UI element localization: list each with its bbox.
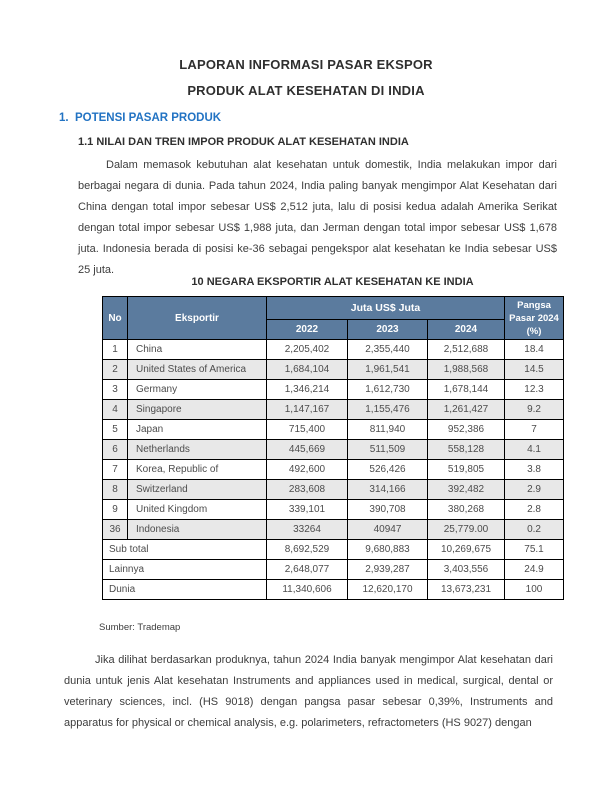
cell-2023: 1,612,730	[348, 380, 428, 400]
cell-2022: 1,346,214	[267, 380, 348, 400]
cell-2024: 519,805	[428, 460, 505, 480]
cell-2023: 2,355,440	[348, 340, 428, 360]
cell-no: 1	[103, 340, 128, 360]
cell-no: 36	[103, 520, 128, 540]
cell-2022: 715,400	[267, 420, 348, 440]
document-title-line2: PRODUK ALAT KESEHATAN DI INDIA	[187, 83, 425, 98]
cell-2024: 558,128	[428, 440, 505, 460]
cell-2022: 33264	[267, 520, 348, 540]
cell-2022: 1,147,167	[267, 400, 348, 420]
cell-2024: 13,673,231	[428, 580, 505, 600]
cell-exporter: Japan	[128, 420, 267, 440]
header-year-2023: 2023	[348, 320, 428, 340]
cell-share: 7	[505, 420, 564, 440]
header-market-share: Pangsa Pasar 2024 (%)	[505, 297, 564, 340]
table-row-others	[103, 560, 564, 580]
cell-label: Sub total	[103, 540, 267, 560]
table-row	[103, 380, 564, 400]
cell-share: 12.3	[505, 380, 564, 400]
cell-2022: 8,692,529	[267, 540, 348, 560]
table-source-note: Sumber: Trademap	[99, 622, 181, 633]
cell-2023: 811,940	[348, 420, 428, 440]
paragraph-import-overview: Dalam memasok kebutuhan alat kesehatan untuk domestik, India melakukan impor dari berbagai negara di dunia. Pada tahun 2024, India paling banyak mengimpor Alat Kesehatan dari China dengan total impor sebesar US$ 2,512 juta, lalu di posisi kedua adalah Amerika Serikat dengan total impor sebesar US$ 1,988 juta, dan Jerman dengan total impor sebesar US$ 1,678 juta. Indonesia berada di posisi ke-36 sebagai pengekspor alat kesehatan ke India sebesar US$ 25 juta.	[78, 159, 557, 276]
exporters-table	[102, 296, 564, 600]
table-row-subtotal	[103, 540, 564, 560]
table-row	[103, 340, 564, 360]
cell-2023: 314,166	[348, 480, 428, 500]
exporters-table-header	[103, 297, 564, 340]
cell-2023: 511,509	[348, 440, 428, 460]
header-year-2024: 2024	[428, 320, 505, 340]
cell-2022: 445,669	[267, 440, 348, 460]
subsection-heading: 1.1 NILAI DAN TREN IMPOR PRODUK ALAT KESEHATAN INDIA	[78, 136, 409, 148]
cell-exporter: Germany	[128, 380, 267, 400]
cell-label: Dunia	[103, 580, 267, 600]
cell-2024: 25,779.00	[428, 520, 505, 540]
cell-2023: 40947	[348, 520, 428, 540]
cell-2022: 492,600	[267, 460, 348, 480]
cell-share: 18.4	[505, 340, 564, 360]
table-row-world	[103, 580, 564, 600]
cell-share: 100	[505, 580, 564, 600]
cell-exporter: China	[128, 340, 267, 360]
table-row	[103, 360, 564, 380]
cell-2022: 339,101	[267, 500, 348, 520]
cell-2024: 10,269,675	[428, 540, 505, 560]
cell-2024: 952,386	[428, 420, 505, 440]
cell-share: 0.2	[505, 520, 564, 540]
cell-exporter: United States of America	[128, 360, 267, 380]
cell-no: 4	[103, 400, 128, 420]
cell-2022: 1,684,104	[267, 360, 348, 380]
cell-2023: 2,939,287	[348, 560, 428, 580]
cell-no: 6	[103, 440, 128, 460]
header-no: No	[103, 297, 128, 340]
cell-exporter: Korea, Republic of	[128, 460, 267, 480]
cell-2022: 2,205,402	[267, 340, 348, 360]
table-row	[103, 520, 564, 540]
cell-no: 2	[103, 360, 128, 380]
cell-2022: 283,608	[267, 480, 348, 500]
table-row	[103, 400, 564, 420]
exporters-table-body	[103, 340, 564, 600]
cell-2023: 1,961,541	[348, 360, 428, 380]
cell-no: 9	[103, 500, 128, 520]
cell-2023: 526,426	[348, 460, 428, 480]
cell-label: Lainnya	[103, 560, 267, 580]
cell-2022: 2,648,077	[267, 560, 348, 580]
cell-2024: 3,403,556	[428, 560, 505, 580]
cell-share: 75.1	[505, 540, 564, 560]
cell-2022: 11,340,606	[267, 580, 348, 600]
cell-no: 5	[103, 420, 128, 440]
cell-exporter: Switzerland	[128, 480, 267, 500]
table-title: 10 NEGARA EKSPORTIR ALAT KESEHATAN KE INDIA	[191, 276, 474, 288]
cell-2023: 9,680,883	[348, 540, 428, 560]
header-year-2022: 2022	[267, 320, 348, 340]
cell-exporter: Indonesia	[128, 520, 267, 540]
cell-no: 7	[103, 460, 128, 480]
cell-2024: 1,678,144	[428, 380, 505, 400]
cell-2024: 2,512,688	[428, 340, 505, 360]
cell-share: 2.9	[505, 480, 564, 500]
cell-exporter: Singapore	[128, 400, 267, 420]
table-row	[103, 420, 564, 440]
paragraph-product-detail: Jika dilihat berdasarkan produknya, tahun 2024 India banyak mengimpor Alat kesehatan dari dunia untuk jenis Alat kesehatan Instruments and appliances used in medical, surgical, dental or veterinary sciences, incl. (HS 9018) dengan pangsa pasar sebesar 0,39%, Instruments and apparatus for physical or chemical analysis, e.g. polarimeters, refractometers (HS 9027) dengan	[64, 654, 553, 729]
table-row	[103, 500, 564, 520]
cell-share: 2.8	[505, 500, 564, 520]
document-title-line1: LAPORAN INFORMASI PASAR EKSPOR	[179, 57, 433, 72]
document-title	[60, 52, 552, 104]
table-row	[103, 460, 564, 480]
cell-2023: 12,620,170	[348, 580, 428, 600]
table-row	[103, 440, 564, 460]
cell-no: 8	[103, 480, 128, 500]
cell-2023: 390,708	[348, 500, 428, 520]
header-exporter: Eksportir	[128, 297, 267, 340]
header-value-group: Juta US$ Juta	[267, 297, 505, 320]
cell-exporter: United Kingdom	[128, 500, 267, 520]
cell-2024: 380,268	[428, 500, 505, 520]
cell-2023: 1,155,476	[348, 400, 428, 420]
cell-2024: 392,482	[428, 480, 505, 500]
cell-share: 3.8	[505, 460, 564, 480]
cell-share: 14.5	[505, 360, 564, 380]
table-row	[103, 480, 564, 500]
section-heading: 1. POTENSI PASAR PRODUK	[59, 112, 222, 124]
cell-share: 9.2	[505, 400, 564, 420]
cell-2024: 1,261,427	[428, 400, 505, 420]
cell-share: 24.9	[505, 560, 564, 580]
cell-share: 4.1	[505, 440, 564, 460]
cell-no: 3	[103, 380, 128, 400]
cell-exporter: Netherlands	[128, 440, 267, 460]
cell-2024: 1,988,568	[428, 360, 505, 380]
